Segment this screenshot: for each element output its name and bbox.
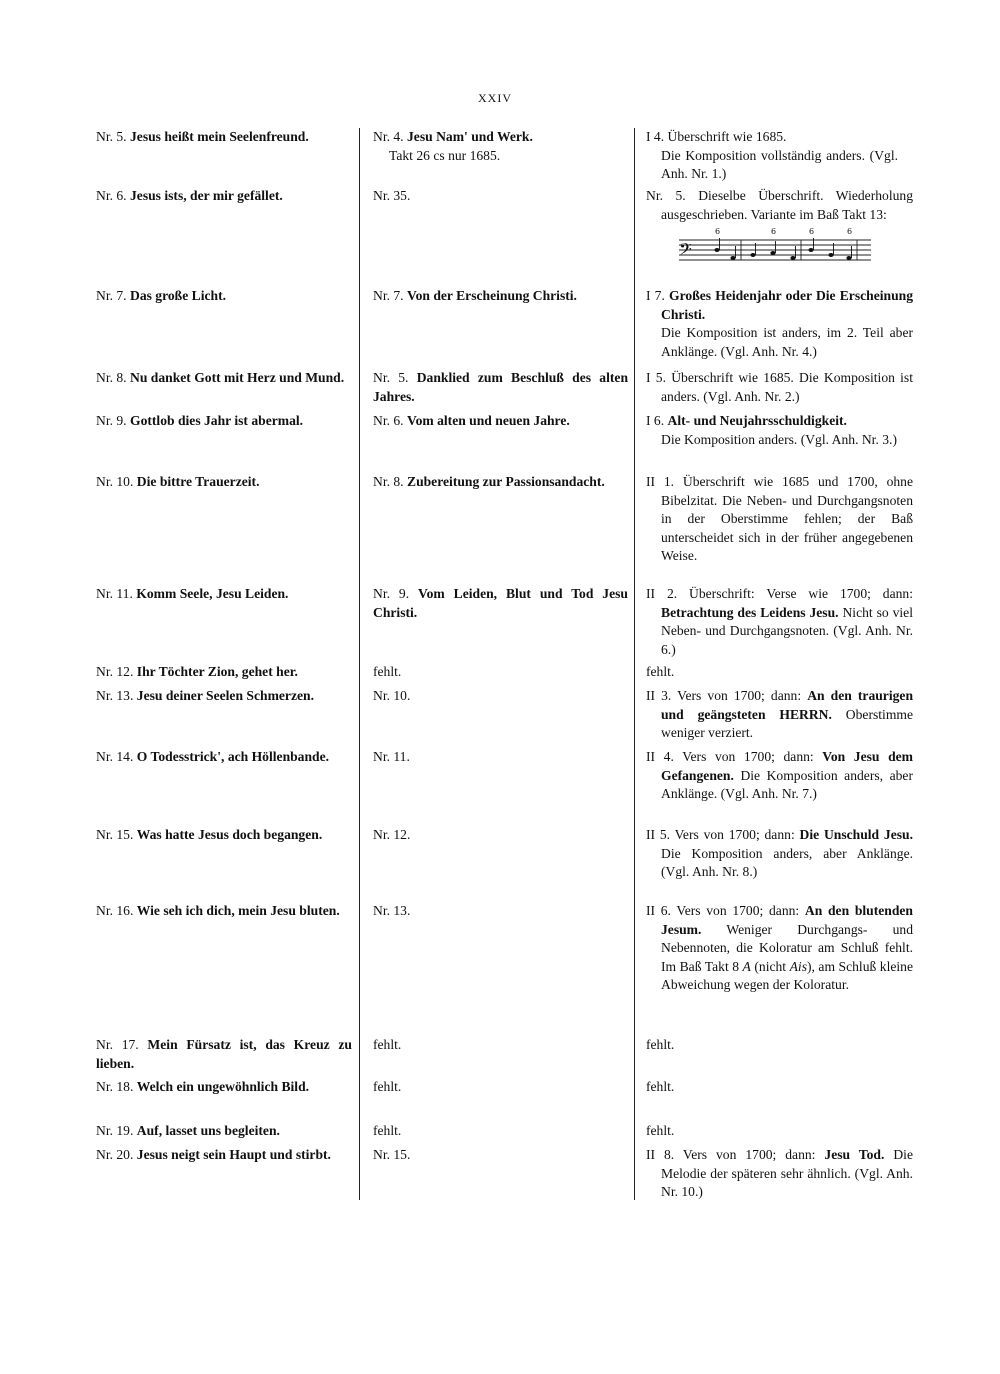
entry-number: II 4. bbox=[646, 749, 674, 764]
missing-note: fehlt. bbox=[646, 1037, 675, 1052]
edition-1685-entry bbox=[373, 826, 628, 845]
entry-number: I 5. bbox=[646, 370, 666, 385]
entry-title: Vom Leiden, Blut und Tod Jesu Christi. bbox=[373, 586, 628, 620]
edition-1700-entry bbox=[646, 412, 913, 449]
entry-title: Jesus heißt mein Seelenfreund. bbox=[130, 129, 309, 144]
entry-number: Nr. 15. bbox=[96, 827, 134, 842]
edition-1700-entry bbox=[646, 663, 898, 682]
edition-1685-entry bbox=[373, 1078, 628, 1097]
entry-text: Überschrift wie 1685 und 1700, ohne Bibelzitat. Die Neben- und Durchgangsnoten in der Oberstimme fehlen; der Baß unterscheidet sich in der früher angegebenen Weise. bbox=[661, 474, 913, 564]
figured-bass-label: 6 bbox=[715, 227, 721, 237]
entry-title: Jesus ists, der mir gefället. bbox=[130, 188, 283, 203]
edition-1700-entry bbox=[646, 1036, 898, 1055]
entry-number: Nr. 12. bbox=[96, 664, 134, 679]
entry-title: Gottlob dies Jahr ist abermal. bbox=[130, 413, 304, 428]
edition-1685-entry bbox=[373, 287, 628, 306]
missing-note: fehlt. bbox=[373, 1079, 402, 1094]
entry-heading: Jesu Tod. bbox=[824, 1147, 885, 1162]
entry-text: Überschrift wie 1685. bbox=[667, 129, 787, 144]
entry-number: Nr. 18. bbox=[96, 1079, 134, 1094]
entry-title: Vom alten und neuen Jahre. bbox=[407, 413, 570, 428]
edition-1700-entry bbox=[646, 687, 913, 743]
entry-number: Nr. 35. bbox=[373, 188, 411, 203]
edition-1700-entry bbox=[646, 473, 913, 566]
entry-text: Vers von 1700; dann: bbox=[674, 827, 795, 842]
entry-title: Zubereitung zur Passionsandacht. bbox=[407, 474, 605, 489]
entry-text: Weniger Durchgangs- und Nebennoten, die Koloratur am Schluß fehlt. Im Baß Takt 8 bbox=[661, 921, 914, 974]
entry-number: Nr. 17. bbox=[96, 1037, 139, 1052]
entry-number: Nr. 4. bbox=[373, 129, 404, 144]
entry-number: II 3. bbox=[646, 688, 672, 703]
edition-1685-entry bbox=[373, 585, 628, 622]
song-entry bbox=[96, 663, 352, 682]
edition-1700-entry bbox=[646, 369, 913, 406]
entry-number: II 5. bbox=[646, 827, 671, 842]
entry-text: Dieselbe Überschrift. Wiederholung ausgeschrieben. Variante im Baß Takt 13: bbox=[661, 188, 913, 222]
entry-number: II 6. bbox=[646, 903, 671, 918]
entry-number: Nr. 19. bbox=[96, 1123, 134, 1138]
missing-note: fehlt. bbox=[373, 664, 402, 679]
entry-title: Danklied zum Beschluß des alten Jahres. bbox=[373, 370, 628, 404]
song-entry bbox=[96, 1146, 352, 1165]
entry-title: Komm Seele, Jesu Leiden. bbox=[136, 586, 289, 601]
entry-number: Nr. 6. bbox=[96, 188, 127, 203]
entry-number: Nr. 6. bbox=[373, 413, 404, 428]
entry-heading: An den blutenden Jesum. bbox=[661, 903, 913, 937]
entry-text: Die Komposition ist anders, im 2. Teil aber Anklänge. (Vgl. Anh. Nr. 4.) bbox=[661, 325, 913, 359]
entry-number: Nr. 9. bbox=[96, 413, 127, 428]
edition-1700-entry bbox=[646, 1146, 913, 1202]
figured-bass-label: 6 bbox=[809, 227, 815, 237]
entry-number: Nr. 10. bbox=[96, 474, 134, 489]
entry-number: II 8. bbox=[646, 1147, 675, 1162]
entry-text: Vers von 1700; dann: bbox=[676, 903, 800, 918]
entry-number: Nr. 13. bbox=[96, 688, 134, 703]
edition-1685-entry bbox=[373, 412, 628, 431]
song-entry bbox=[96, 369, 352, 388]
entry-number: Nr. 7. bbox=[96, 288, 127, 303]
edition-1700-entry bbox=[646, 902, 913, 995]
entry-title: Wie seh ich dich, mein Jesu bluten. bbox=[136, 903, 340, 918]
entry-number: II 2. bbox=[646, 586, 678, 601]
entry-text-italic: Ais bbox=[789, 958, 807, 974]
edition-1685-entry bbox=[373, 1122, 628, 1141]
column-rule-left bbox=[359, 128, 360, 1200]
entry-text: Die Komposition anders, aber Anklänge. (Vgl. Anh. Nr. 7.) bbox=[661, 767, 913, 802]
entry-number: Nr. 8. bbox=[373, 474, 404, 489]
entry-title: Jesu deiner Seelen Schmerzen. bbox=[136, 688, 314, 703]
entry-title: Ihr Töchter Zion, gehet her. bbox=[136, 664, 298, 679]
entry-title: Welch ein ungewöhnlich Bild. bbox=[136, 1079, 310, 1094]
entry-note: Takt 26 cs nur 1685. bbox=[389, 147, 501, 163]
entry-text: Die Melodie der späteren sehr ähnlich. (Vgl. Anh. Nr. 10.) bbox=[661, 1147, 913, 1200]
entry-title: Jesu Nam' und Werk. bbox=[407, 129, 533, 144]
song-entry bbox=[96, 687, 352, 706]
entry-number: Nr. 9. bbox=[373, 586, 410, 601]
entry-title: Das große Licht. bbox=[130, 288, 227, 303]
edition-1685-entry bbox=[373, 1036, 628, 1055]
entry-text: ), am Schluß kleine Abweichung wegen der Koloratur. bbox=[661, 958, 914, 993]
edition-1685-entry bbox=[373, 128, 628, 165]
edition-1700-entry bbox=[646, 287, 913, 361]
missing-note: fehlt. bbox=[646, 1079, 675, 1094]
song-entry bbox=[96, 187, 352, 206]
song-entry bbox=[96, 1078, 352, 1097]
song-entry bbox=[96, 748, 352, 767]
song-entry bbox=[96, 412, 352, 431]
entry-heading: Großes Heidenjahr oder Die Erscheinung Christi. bbox=[661, 288, 913, 322]
entry-text: Vers von 1700; dann: bbox=[682, 1147, 816, 1162]
entry-number: Nr. 10. bbox=[373, 688, 411, 703]
entry-number: Nr. 5. bbox=[646, 188, 686, 203]
entry-heading: An den traurigen und geängsteten HERRN. bbox=[661, 688, 914, 722]
entry-number: Nr. 15. bbox=[373, 1147, 411, 1162]
edition-1685-entry bbox=[373, 473, 628, 492]
edition-1685-entry bbox=[373, 902, 628, 921]
edition-1685-entry bbox=[373, 1146, 628, 1165]
edition-1700-entry bbox=[646, 585, 913, 659]
edition-1700-entry bbox=[646, 1122, 898, 1141]
entry-number: I 6. bbox=[646, 413, 665, 428]
song-entry bbox=[96, 585, 352, 604]
entry-number: Nr. 12. bbox=[373, 827, 411, 842]
entry-text: Die Komposition anders, aber Anklänge. (Vgl. Anh. Nr. 8.) bbox=[661, 845, 913, 880]
song-entry bbox=[96, 128, 352, 147]
entry-number: Nr. 5. bbox=[373, 370, 409, 385]
entry-text: Überschrift wie 1685. Die Komposition ist anders. (Vgl. Anh. Nr. 2.) bbox=[661, 370, 914, 404]
song-entry bbox=[96, 287, 352, 306]
entry-number: Nr. 16. bbox=[96, 903, 134, 918]
song-entry bbox=[96, 826, 352, 845]
edition-1700-entry bbox=[646, 1078, 898, 1097]
entry-text: Die Komposition vollständig anders. (Vgl. Anh. Nr. 1.) bbox=[661, 147, 898, 182]
entry-text: Vers von 1700; dann: bbox=[682, 749, 814, 764]
entry-heading: Alt- und Neujahrsschuldigkeit. bbox=[667, 413, 847, 428]
entry-number: II 1. bbox=[646, 474, 675, 489]
entry-title: Mein Fürsatz ist, das Kreuz zu lieben. bbox=[96, 1037, 352, 1071]
edition-1685-entry bbox=[373, 187, 628, 206]
entry-title: Die bittre Trauerzeit. bbox=[136, 474, 260, 489]
entry-text: Nicht so viel Neben- und Durchgangsnoten. (Vgl. Anh. Nr. 6.) bbox=[661, 604, 913, 657]
song-entry bbox=[96, 902, 352, 921]
entry-title: Was hatte Jesus doch begangen. bbox=[136, 827, 323, 842]
entry-number: Nr. 20. bbox=[96, 1147, 134, 1162]
edition-1700-entry bbox=[646, 187, 913, 264]
missing-note: fehlt. bbox=[646, 1123, 675, 1138]
entry-title: Jesus neigt sein Haupt und stirbt. bbox=[136, 1147, 331, 1162]
song-entry bbox=[96, 1122, 352, 1141]
edition-1685-entry bbox=[373, 369, 628, 406]
edition-1700-entry bbox=[646, 826, 913, 882]
missing-note: fehlt. bbox=[373, 1037, 402, 1052]
entry-number: I 7. bbox=[646, 288, 665, 303]
entry-title: Nu danket Gott mit Herz und Mund. bbox=[130, 370, 345, 385]
figured-bass-label: 6 bbox=[847, 227, 853, 237]
song-entry bbox=[96, 1036, 352, 1073]
entry-text: Die Komposition anders. (Vgl. Anh. Nr. 3.) bbox=[661, 431, 897, 447]
entry-text-italic: A bbox=[742, 958, 751, 974]
entry-text: (nicht bbox=[754, 958, 787, 974]
entry-number: Nr. 11. bbox=[96, 586, 133, 601]
entry-title: Auf, lasset uns begleiten. bbox=[136, 1123, 280, 1138]
entry-number: Nr. 7. bbox=[373, 288, 404, 303]
entry-heading: Betrachtung des Leidens Jesu. bbox=[661, 604, 839, 620]
entry-number: Nr. 5. bbox=[96, 129, 127, 144]
column-rule-right bbox=[634, 128, 635, 1200]
missing-note: fehlt. bbox=[373, 1123, 402, 1138]
edition-1685-entry bbox=[373, 748, 628, 767]
song-entry bbox=[96, 473, 352, 492]
missing-note: fehlt. bbox=[646, 664, 675, 679]
entry-heading: Von Jesu dem Gefangenen. bbox=[661, 749, 914, 783]
edition-1700-entry bbox=[646, 128, 898, 184]
edition-1700-entry bbox=[646, 748, 913, 804]
entry-text: Oberstimme weniger verziert. bbox=[661, 706, 913, 741]
music-notation-excerpt bbox=[661, 226, 913, 264]
edition-1685-entry bbox=[373, 663, 628, 682]
entry-title: Von der Erscheinung Christi. bbox=[407, 288, 577, 303]
svg-text:𝄢: 𝄢 bbox=[679, 239, 692, 264]
figured-bass-label: 6 bbox=[771, 227, 777, 237]
entry-number: Nr. 13. bbox=[373, 903, 411, 918]
entry-heading: Die Unschuld Jesu. bbox=[799, 827, 913, 842]
page-number: XXIV bbox=[478, 91, 512, 105]
entry-text: Vers von 1700; dann: bbox=[677, 688, 802, 703]
entry-number: Nr. 11. bbox=[373, 749, 410, 764]
entry-number: I 4. bbox=[646, 129, 665, 144]
entry-number: Nr. 14. bbox=[96, 749, 134, 764]
entry-number: Nr. 8. bbox=[96, 370, 127, 385]
entry-text: Überschrift: Verse wie 1700; dann: bbox=[689, 586, 913, 601]
edition-1685-entry bbox=[373, 687, 628, 706]
entry-title: O Todesstrick', ach Höllenbande. bbox=[136, 749, 330, 764]
bass-staff-icon bbox=[661, 226, 871, 264]
